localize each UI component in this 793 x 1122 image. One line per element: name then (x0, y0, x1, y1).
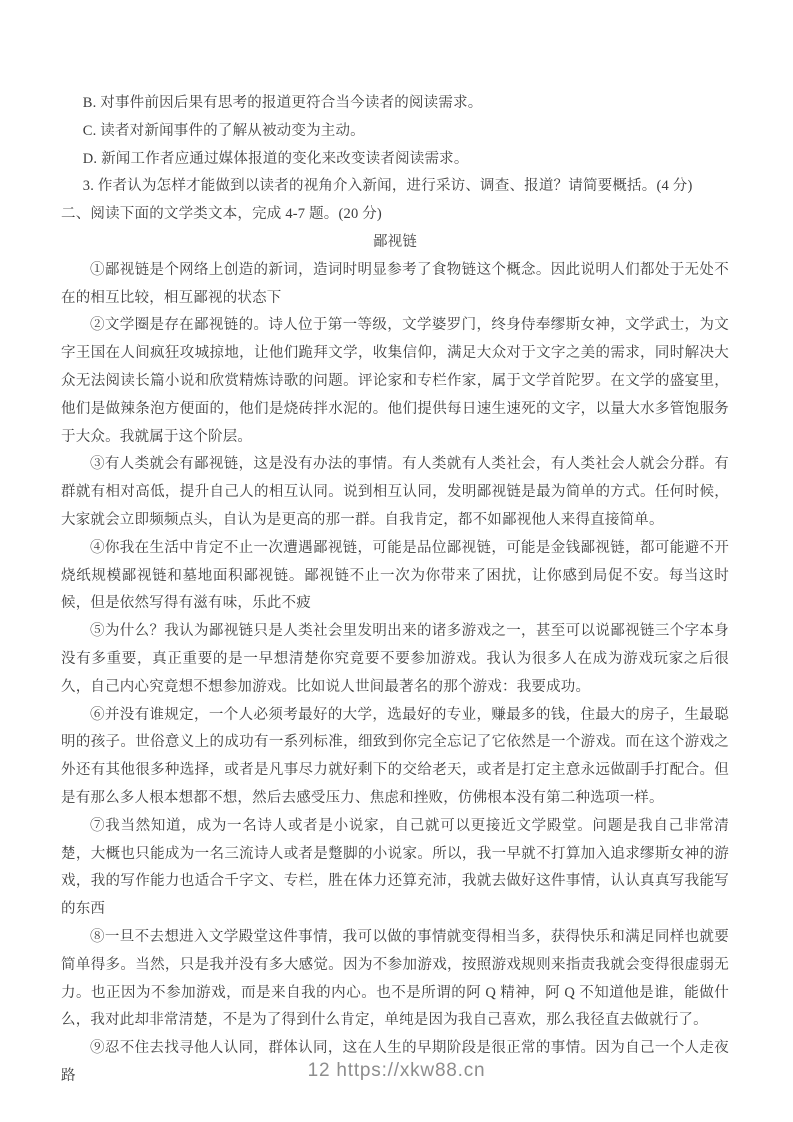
page-footer (0, 1060, 793, 1082)
section-heading: 二、阅读下面的文学类文本，完成 4-7 题。(20 分) (61, 206, 382, 223)
article-paragraph-2: ②文学圈是存在鄙视链的。诗人位于第一等级，文学婆罗门，终身侍奉缪斯女神，文学武士，为文字王国在人间疯狂攻城掠地，让他们跪拜文学，收集信仰，满足大众对于文字之美的需求，同时解决大众无法阅读长篇小说和欣赏精炼诗歌的问题。评论家和专栏作家，属于文学首陀罗。在文学的盛宴里，他们是做辣条泡方便面的，他们是烧砖拌水泥的。他们提供每日速生速死的文字，以量大水多管饱服务于大众。我就属于这个阶层。 (61, 317, 729, 445)
choice-option-d: D. 新闻工作者应通过媒体报道的变化来改变读者阅读需求。 (82, 150, 469, 167)
document-content (61, 90, 729, 1091)
choice-option-b: B. 对事件前因后果有思考的报道更符合当今读者的阅读需求。 (82, 95, 483, 111)
article-paragraph-1: ①鄙视链是个网络上创造的新词，造词时明显参考了食物链这个概念。因此说明人们都处于无处不在的相互比较，相互鄙视的状态下 (61, 261, 729, 306)
article-paragraph-7: ⑦我当然知道，成为一名诗人或者是小说家，自己就可以更接近文学殿堂。问题是我自己非常清楚，大概也只能成为一名三流诗人或者是蹩脚的小说家。所以，我一早就不打算加入追求缪斯女神的游戏，我的写作能力也适合千字文、专栏，胜在体力还算充沛，我就去做好这件事情，认认真真写我能写的东西 (61, 817, 729, 918)
article-paragraph-4: ④你我在生活中肯定不止一次遭遇鄙视链，可能是品位鄙视链，可能是金钱鄙视链，都可能避不开烧纸规模鄙视链和墓地面积鄙视链。鄙视链不止一次为你带来了困扰，让你感到局促不安。每当这时候，但是依然写得有滋有味，乐此不疲 (61, 539, 729, 612)
article-title: 鄙视链 (372, 233, 418, 250)
footer-page-number-and-url: 12 https://xkw88.cn (307, 1060, 486, 1081)
article-paragraph-5: ⑤为什么？我认为鄙视链只是人类社会里发明出来的诸多游戏之一，甚至可以说鄙视链三个字本身没有多重要，真正重要的是一早想清楚你究竟要不要参加游戏。我认为很多人在成为游戏玩家之后很久，自己内心究竟想不想参加游戏。比如说人世间最著名的那个游戏：我要成功。 (61, 623, 729, 695)
article-paragraph-3: ③有人类就会有鄙视链，这是没有办法的事情。有人类就有人类社会，有人类社会人就会分群。有群就有相对高低，提升自己人的相互认同。说到相互认同，发明鄙视链是最为简单的方式。任何时候，大家就会立即频频点头，自认为是更高的那一群。自我肯定，都不如鄙视他人来得直接简单。 (61, 456, 729, 528)
article-paragraph-9: ⑨忍不住去找寻他人认同，群体认同，这在人生的早期阶段是很正常的事情。因为自己一个人走夜路 (61, 1040, 729, 1084)
question-3: 3. 作者认为怎样才能做到以读者的视角介入新闻，进行采访、调查、报道？请简要概括。(4 分) (82, 178, 693, 195)
article-paragraph-6: ⑥并没有谁规定，一个人必须考最好的大学，选最好的专业，赚最多的钱，住最大的房子，生最聪明的孩子。世俗意义上的成功有一系列标准，细致到你完全忘记了它依然是一个游戏。而在这个游戏之外还有其他很多种选择，或者是凡事尽力就好剩下的交给老天，或者是打定主意永远做副手打配合。但是有那么多人根本想都不想，然后去感受压力、焦虑和挫败，仿佛根本没有第二种选项一样。 (61, 706, 729, 806)
choice-option-c: C. 读者对新闻事件的了解从被动变为主动。 (82, 122, 365, 139)
article-paragraph-8: ⑧一旦不去想进入文学殿堂这件事情，我可以做的事情就变得相当多，获得快乐和满足同样也就要简单得多。当然，只是我并没有多大感觉。因为不参加游戏，按照游戏规则来指责我就会变得很虚弱无力。也正因为不参加游戏，而是来自我的内心。也不是所谓的阿 Q 精神，阿 Q 不知道他是谁，能做什么，我对此却非常清楚，不是为了得到什么肯定，单纯是因为我自己喜欢，那么我径直去做就行了。 (61, 928, 729, 1029)
